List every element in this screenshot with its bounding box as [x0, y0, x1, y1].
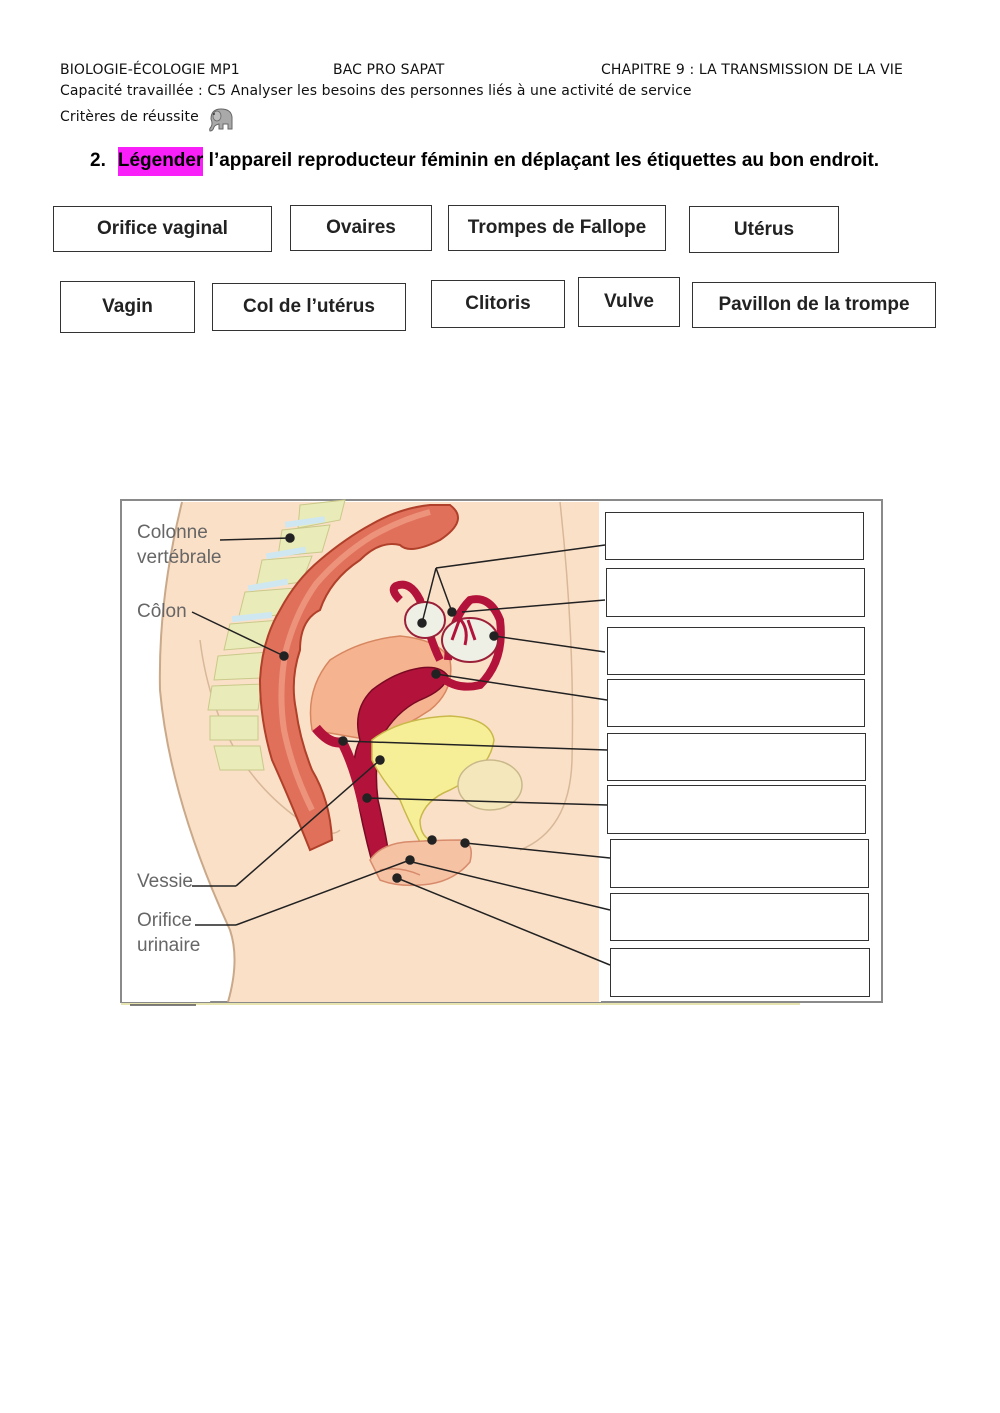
drop-zone-7[interactable] [610, 839, 869, 888]
chapter-label: CHAPITRE 9 : LA TRANSMISSION DE LA VIE [601, 62, 903, 78]
question-instruction: l’appareil reproducteur féminin en déplaçant les étiquettes au bon endroit. [203, 150, 880, 171]
label-uterus[interactable]: Utérus [689, 206, 839, 253]
question-number: 2. [90, 150, 106, 171]
class-label: BAC PRO SAPAT [333, 62, 445, 78]
drop-zone-3[interactable] [607, 627, 865, 675]
diagram-label-orifice: Orifice [137, 910, 192, 931]
label-trompes-de-fallope[interactable]: Trompes de Fallope [448, 205, 666, 251]
diagram-label-urinaire: urinaire [137, 935, 201, 956]
label-vagin[interactable]: Vagin [60, 281, 195, 333]
drop-zone-8[interactable] [610, 893, 869, 941]
highlighted-word: Légender [118, 147, 204, 176]
drop-zone-6[interactable] [607, 785, 866, 834]
diagram-label-colon: Côlon [137, 601, 187, 622]
label-col-de-luterus[interactable]: Col de l’utérus [212, 283, 406, 331]
drop-zone-1[interactable] [605, 512, 864, 560]
diagram-label-vertebrale: vertébrale [137, 547, 222, 568]
capacity-label: Capacité travaillée : C5 Analyser les besoins des personnes liés à une activité de service [60, 83, 692, 99]
drop-zone-9[interactable] [610, 948, 870, 997]
label-ovaires[interactable]: Ovaires [290, 205, 432, 251]
label-pavillon-de-la-trompe[interactable]: Pavillon de la trompe [692, 282, 936, 328]
criteria-text: Critères de réussite [60, 109, 199, 125]
label-clitoris[interactable]: Clitoris [431, 280, 565, 328]
diagram-label-colonne: Colonne [137, 522, 208, 543]
drop-zone-5[interactable] [607, 733, 866, 781]
label-vulve[interactable]: Vulve [578, 277, 680, 327]
drop-zone-2[interactable] [606, 568, 865, 617]
diagram-label-vessie: Vessie [137, 871, 193, 892]
drop-zone-4[interactable] [607, 679, 865, 727]
label-orifice-vaginal[interactable]: Orifice vaginal [53, 206, 272, 252]
subject-label: BIOLOGIE-ÉCOLOGIE MP1 [60, 62, 240, 78]
